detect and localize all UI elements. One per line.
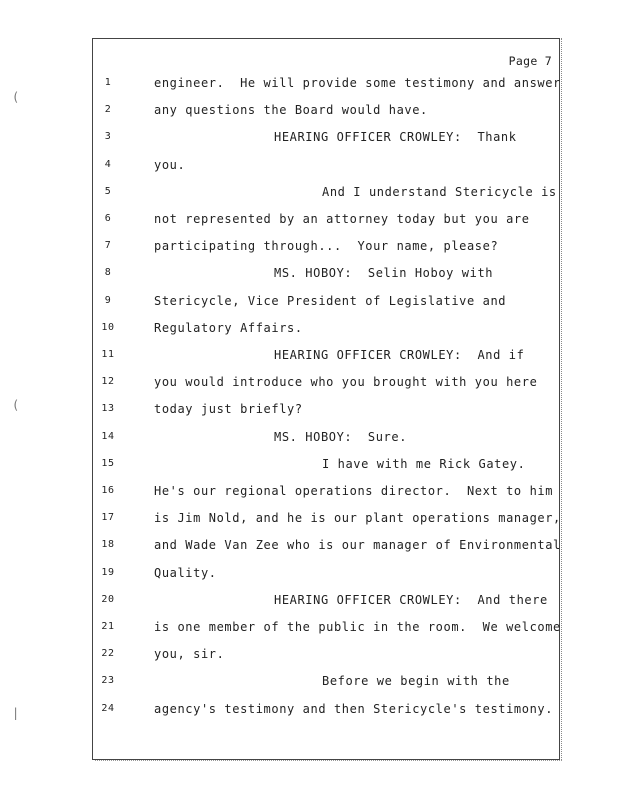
- transcript-line: [92, 511, 562, 529]
- transcript-line: [92, 212, 562, 230]
- line-text: is one member of the public in the room. We welcome: [154, 620, 561, 634]
- line-number: 8: [104, 267, 112, 279]
- line-number: 13: [101, 403, 115, 415]
- line-text: today just briefly?: [154, 402, 303, 417]
- line-number: 23: [101, 675, 115, 687]
- transcript-line: [92, 457, 562, 475]
- transcript-line: [92, 647, 562, 665]
- line-number: 18: [101, 539, 115, 551]
- transcript-line: [92, 294, 562, 312]
- line-text: you.: [154, 157, 186, 172]
- line-text: Before we begin with the: [322, 674, 510, 689]
- line-number: 9: [104, 294, 112, 306]
- line-number: 22: [101, 648, 115, 660]
- line-number: 14: [101, 430, 115, 442]
- line-text: HEARING OFFICER CROWLEY: And if: [274, 348, 525, 362]
- transcript-line: [92, 321, 562, 339]
- transcript-line: [92, 593, 562, 611]
- margin-mark: (: [12, 90, 20, 104]
- line-text: HEARING OFFICER CROWLEY: And there: [274, 592, 548, 607]
- transcript-line: [92, 430, 562, 448]
- transcript-line: [92, 402, 562, 420]
- page-bottom-edge: [95, 760, 562, 763]
- line-number: 21: [101, 621, 115, 632]
- line-text: Regulatory Affairs.: [154, 320, 303, 335]
- line-number: 15: [101, 457, 115, 469]
- transcript-line: [92, 620, 562, 638]
- line-number: 1: [104, 77, 112, 88]
- line-text: HEARING OFFICER CROWLEY: Thank: [274, 130, 517, 145]
- line-text: and Wade Van Zee who is our manager of Environmental: [154, 538, 561, 553]
- transcript-line: [92, 674, 562, 692]
- transcript-line: [92, 103, 562, 121]
- line-number: 4: [104, 158, 112, 170]
- transcript-line: [92, 702, 562, 720]
- page-number-label: Page 7: [508, 54, 552, 68]
- line-text: participating through... Your name, please?: [154, 239, 499, 254]
- line-number: 5: [104, 185, 112, 197]
- line-text: not represented by an attorney today but you are: [154, 212, 530, 226]
- line-text: agency's testimony and then Stericycle's testimony.: [154, 701, 554, 716]
- line-number: 16: [101, 485, 115, 496]
- line-number: 11: [101, 349, 115, 360]
- line-text: Quality.: [154, 565, 217, 580]
- line-number: 10: [101, 321, 115, 333]
- transcript-line: [92, 538, 562, 556]
- line-text: Stericycle, Vice President of Legislative and: [154, 293, 507, 308]
- line-text: I have with me Rick Gatey.: [322, 456, 526, 471]
- line-text: And I understand Stericycle is: [322, 184, 557, 199]
- transcript-line: [92, 484, 562, 502]
- margin-mark: (: [12, 398, 20, 412]
- line-number: 12: [101, 376, 115, 388]
- line-number: 6: [104, 213, 112, 224]
- margin-mark: |: [12, 706, 20, 720]
- line-number: 2: [104, 104, 112, 116]
- line-number: 20: [101, 593, 115, 605]
- line-text: MS. HOBOY: Sure.: [274, 429, 408, 444]
- line-text: you would introduce who you brought with you here: [154, 375, 538, 390]
- line-text: He's our regional operations director. Next to him: [154, 484, 554, 498]
- line-text: MS. HOBOY: Selin Hoboy with: [274, 266, 494, 281]
- line-number: 17: [101, 512, 115, 524]
- line-number: 24: [101, 702, 115, 714]
- line-text: engineer. He will provide some testimony and answer: [154, 76, 561, 90]
- transcript-line: [92, 348, 562, 366]
- line-number: 19: [101, 566, 115, 578]
- transcript-line: [92, 266, 562, 284]
- transcript-line: [92, 375, 562, 393]
- transcript-line: [92, 239, 562, 257]
- transcript-line: [92, 158, 562, 176]
- line-text: any questions the Board would have.: [154, 103, 428, 118]
- line-text: is Jim Nold, and he is our plant operations manager,: [154, 511, 561, 526]
- transcript-line: [92, 566, 562, 584]
- transcript-line: [92, 76, 562, 94]
- line-text: you, sir.: [154, 647, 225, 662]
- line-number: 3: [104, 131, 112, 143]
- line-number: 7: [104, 240, 112, 252]
- transcript-line: [92, 130, 562, 148]
- transcript-line: [92, 185, 562, 203]
